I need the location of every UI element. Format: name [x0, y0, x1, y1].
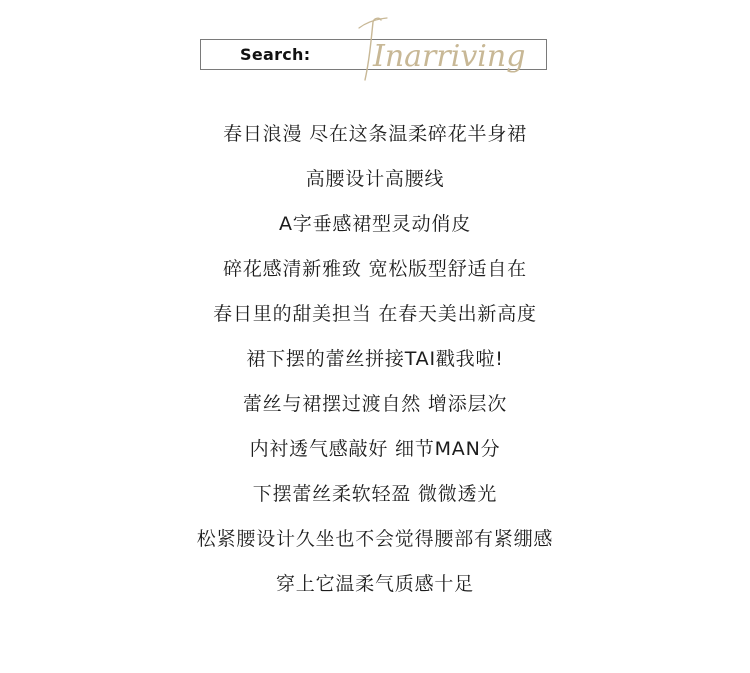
description-line: 裙下摆的蕾丝拼接TAI戳我啦!: [246, 348, 504, 370]
description-list: [0, 121, 750, 616]
description-line: 内衬透气感敲好 细节MAN分: [249, 438, 501, 460]
description-line: 碎花感清新雅致 宽松版型舒适自在: [223, 258, 527, 280]
description-line: 高腰设计高腰线: [305, 168, 445, 190]
description-line: A字垂感裙型灵动俏皮: [279, 213, 471, 235]
description-line: 春日里的甜美担当 在春天美出新高度: [213, 303, 537, 325]
brand-script-logo: [357, 14, 526, 84]
description-line: 穿上它温柔气质感十足: [275, 573, 474, 595]
description-line: 春日浪漫 尽在这条温柔碎花半身裙: [223, 123, 527, 145]
search-label: Search:: [240, 45, 311, 64]
description-line: 下摆蕾丝柔软轻盈 微微透光: [252, 483, 498, 505]
script-text: Inarriving: [373, 39, 526, 74]
description-line: 蕾丝与裙摆过渡自然 增添层次: [242, 393, 508, 415]
description-line: 松紧腰设计久坐也不会觉得腰部有紧绷感: [196, 528, 554, 550]
